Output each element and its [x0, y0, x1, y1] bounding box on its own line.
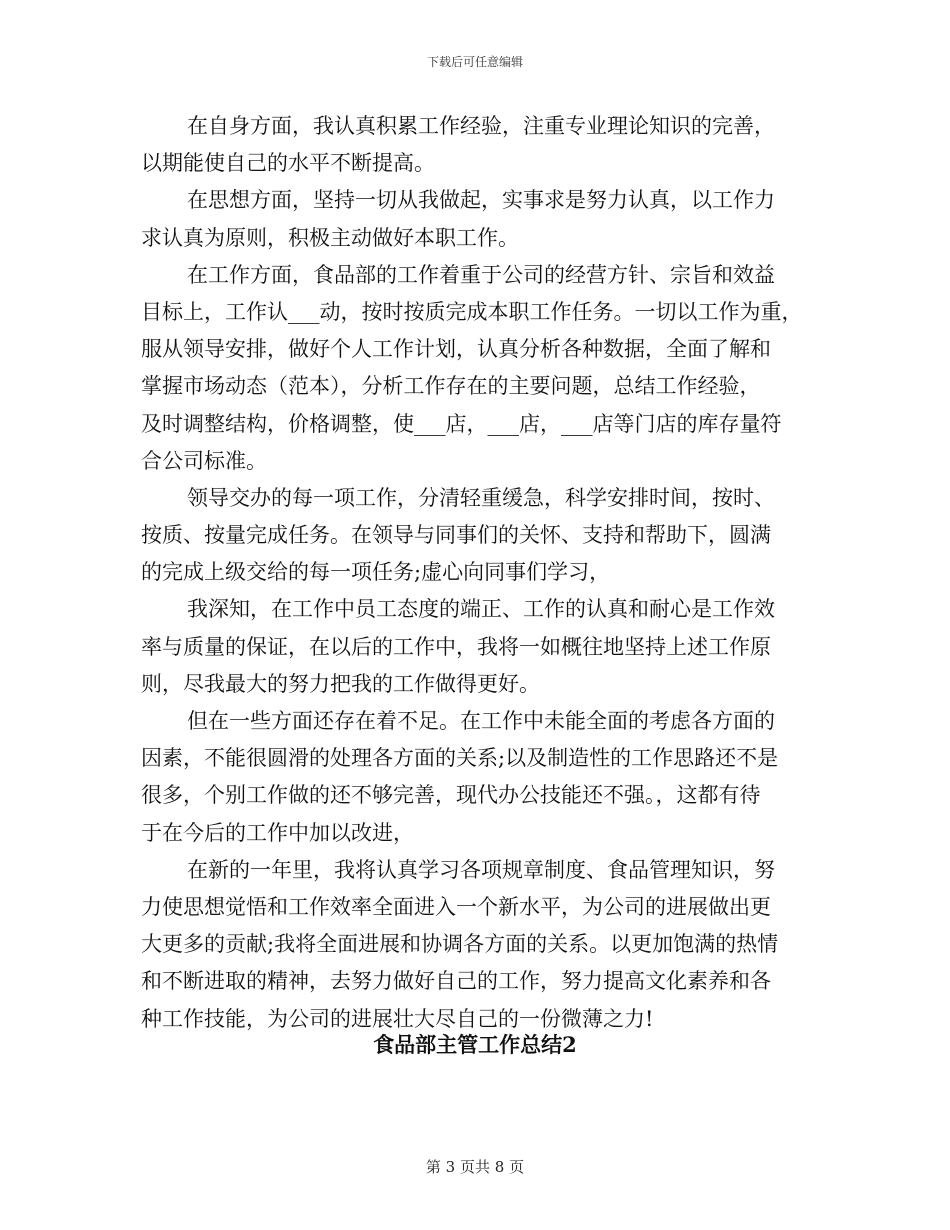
text-line: 率与质量的保证，在以后的工作中，我将一如概往地坚持上述工作原: [141, 634, 771, 659]
text-line: 合公司标准。: [141, 448, 267, 473]
section-title: 食品部主管工作总结2: [373, 1032, 577, 1057]
paragraph: [141, 480, 831, 592]
text-line: 求认真为原则，积极主动做好本职工作。: [141, 225, 519, 250]
text-line: 和不断进取的精神，去努力做好自己的工作，努力提高文化素养和各: [141, 969, 771, 994]
text-line: 领导交办的每一项工作，分清轻重缓急，科学安排时间，按时、: [187, 485, 775, 510]
text-line: 目标上，工作认___动，按时按质完成本职工作任务。一切以工作为重，: [141, 299, 803, 324]
paragraph: [141, 108, 831, 182]
paragraph: [141, 257, 831, 480]
text-line: 掌握市场动态（范本），分析工作存在的主要问题，总结工作经验，: [141, 374, 761, 399]
text-line: 因素，不能很圆滑的处理各方面的关系;以及制造性的工作思路还不是: [141, 746, 779, 771]
text-line: 在工作方面，食品部的工作着重于公司的经营方针、宗旨和效益: [187, 262, 775, 287]
page-header: 下载后可任意编辑: [426, 55, 523, 69]
text-line: 在思想方面，坚持一切从我做起，实事求是努力认真，以工作力: [187, 188, 775, 213]
text-line: 但在一些方面还存在着不足。在工作中未能全面的考虑各方面的: [187, 709, 775, 733]
text-line: 大更多的贡献;我将全面进展和协调各方面的关系。以更加饱满的热情: [141, 932, 779, 957]
paragraph: [141, 703, 831, 852]
text-line: 种工作技能，为公司的进展壮大尽自己的一份微薄之力!: [141, 1006, 654, 1031]
paragraph: [141, 182, 831, 256]
text-line: 在自身方面，我认真积累工作经验，注重专业理论知识的完善，: [187, 114, 775, 138]
text-line: 于在今后的工作中加以改进，: [141, 820, 414, 845]
text-line: 服从领导安排，做好个人工作计划，认真分析各种数据，全面了解和: [141, 337, 771, 362]
text-line: 以期能使自己的水平不断提高。: [141, 151, 435, 176]
page-number: 第 3 页共 8 页: [425, 1158, 525, 1176]
text-line: 我深知，在工作中员工态度的端正、工作的认真和耐心是工作效: [187, 597, 775, 622]
text-line: 及时调整结构，价格调整，使___店，___店，___店等门店的库存量符: [141, 411, 782, 436]
paragraph: [141, 852, 831, 1038]
document-body: [141, 108, 831, 1038]
paragraph: [141, 591, 831, 703]
text-line: 按质、按量完成任务。在领导与同事们的关怀、支持和帮助下，圆满: [141, 523, 771, 548]
text-line: 的完成上级交给的每一项任务;虚心向同事们学习，: [141, 560, 611, 585]
text-line: 则，尽我最大的努力把我的工作做得更好。: [141, 671, 540, 696]
text-line: 力使思想觉悟和工作效率全面进入一个新水平，为公司的进展做出更: [141, 894, 771, 919]
text-line: 在新的一年里，我将认真学习各项规章制度、食品管理知识，努: [187, 857, 775, 882]
text-line: 很多，个别工作做的还不够完善，现代办公技能还不强。，这都有待: [141, 783, 761, 808]
